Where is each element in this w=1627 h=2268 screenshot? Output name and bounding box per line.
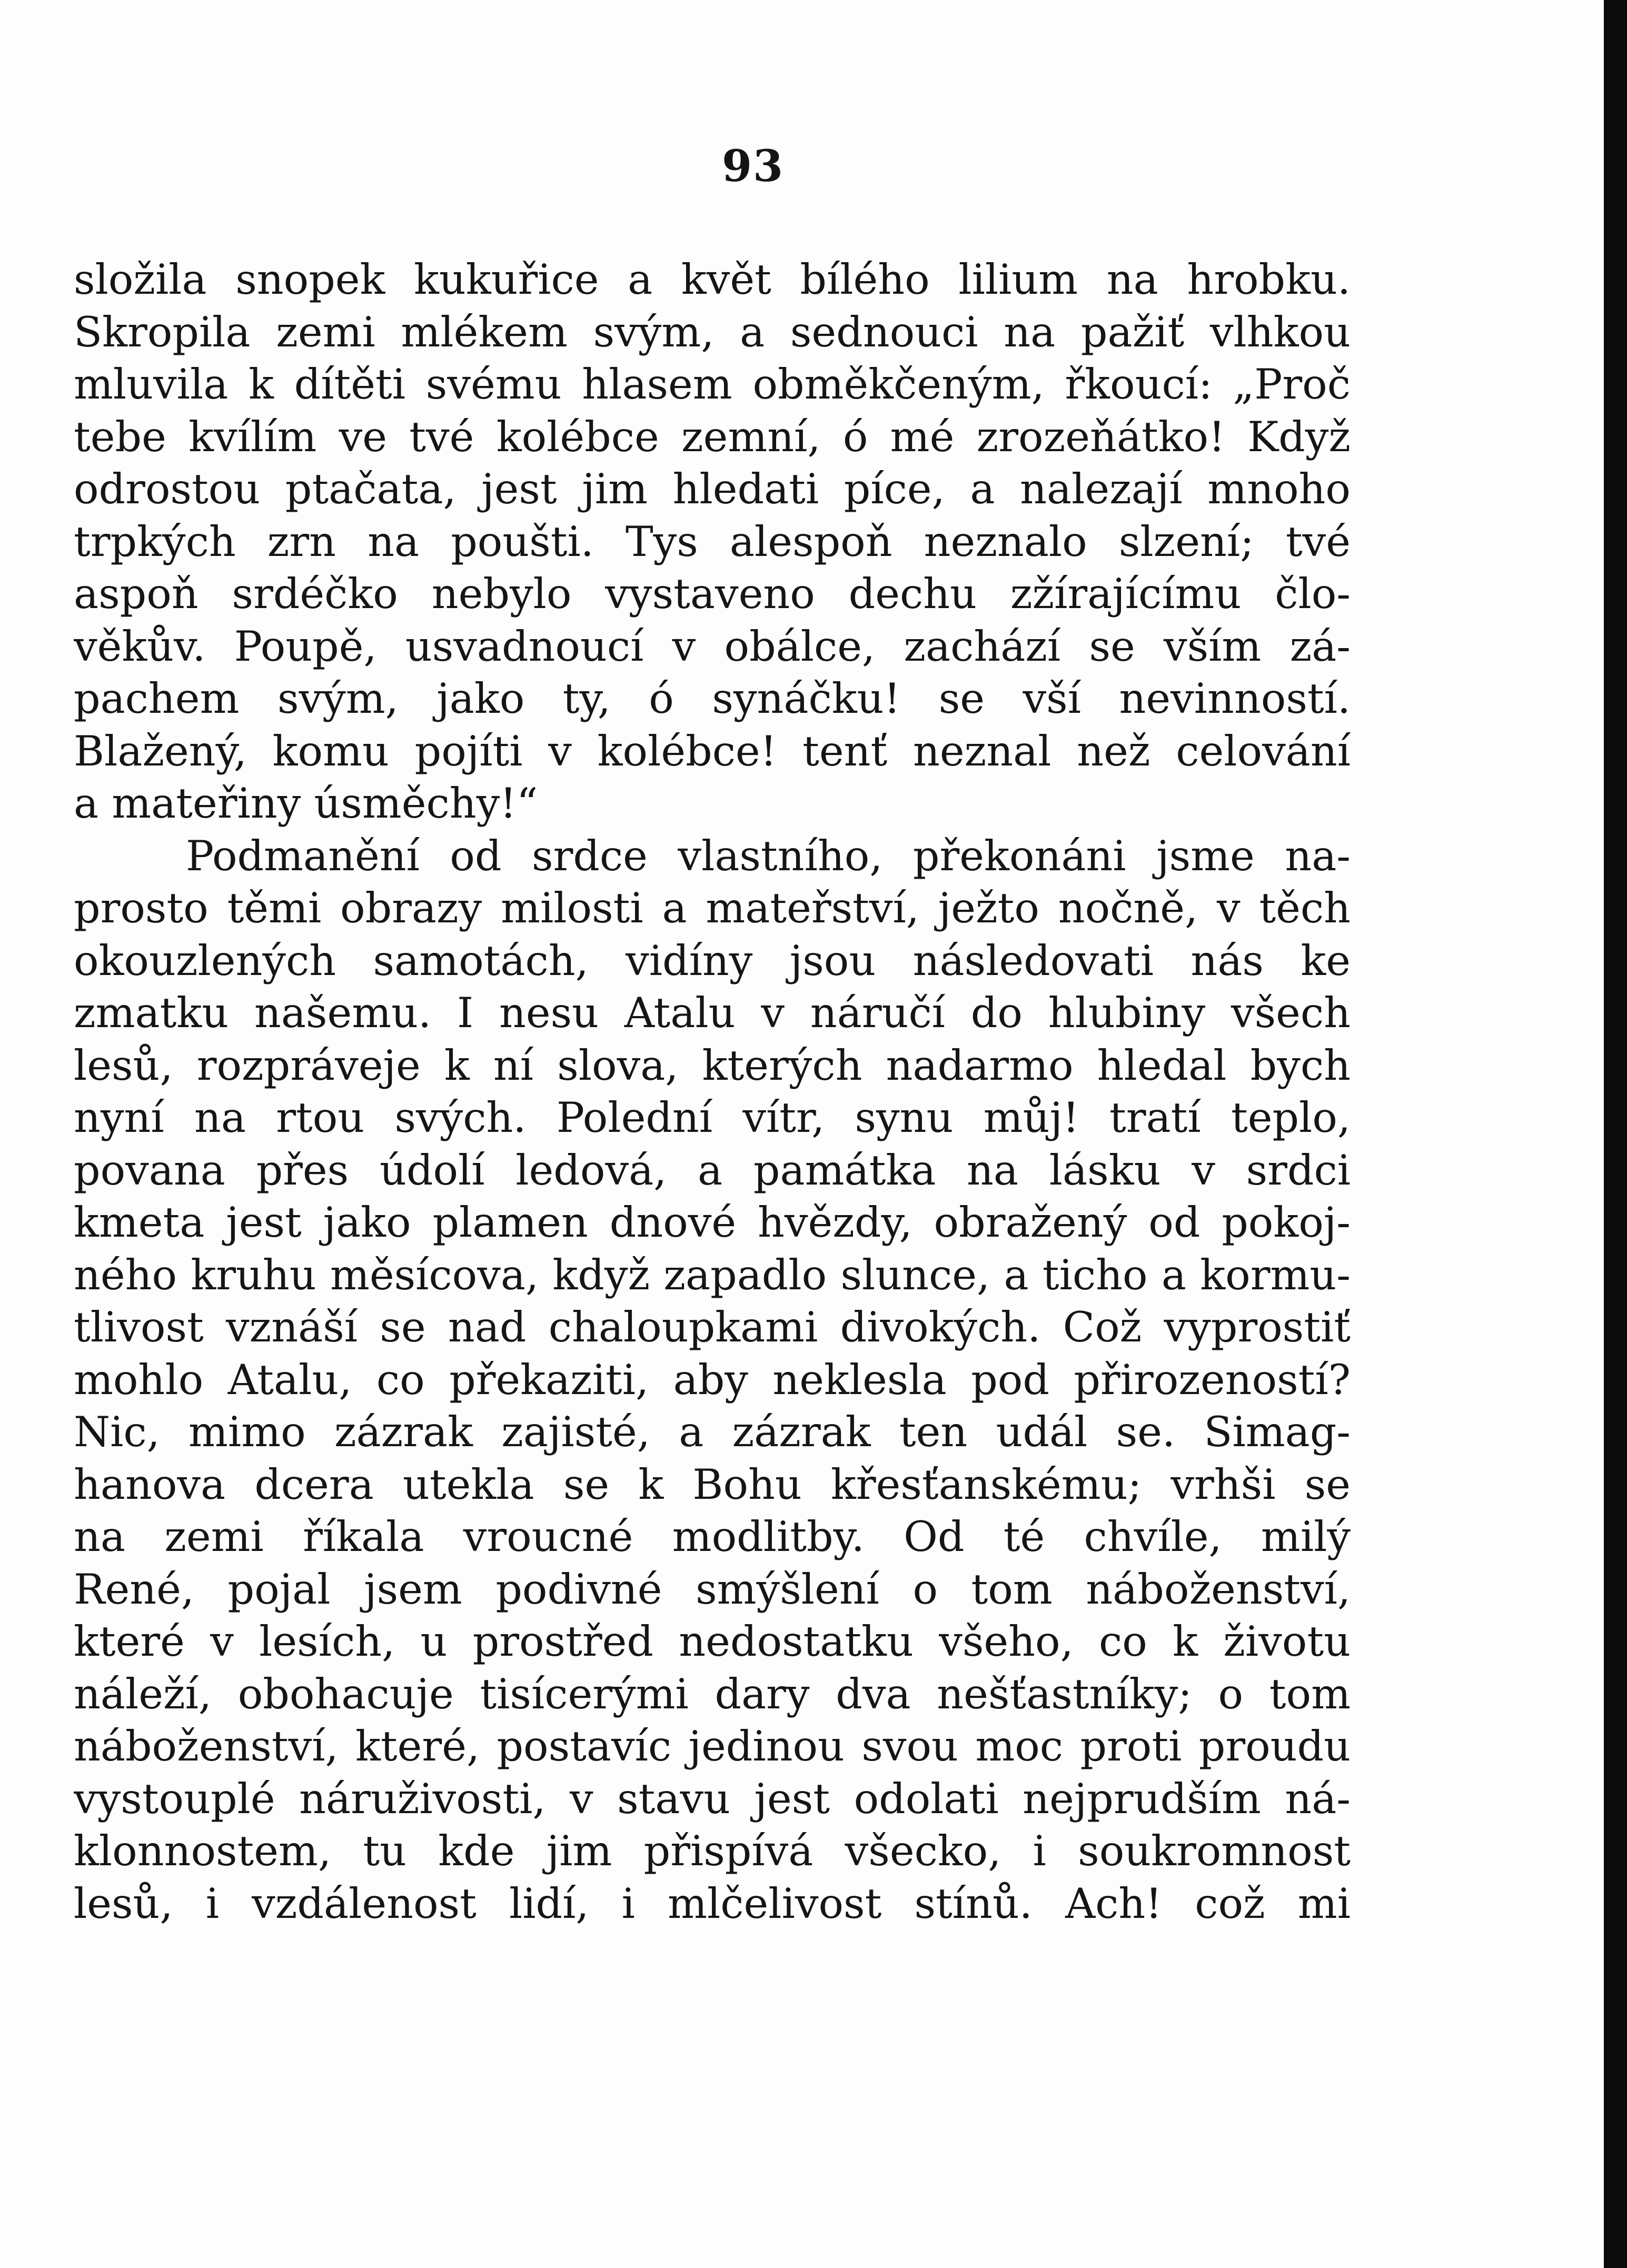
text-line: lesů, rozpráveje k ní slova, kterých nadarmo hledal bych bbox=[74, 1041, 1351, 1090]
text-line: náleží, obohacuje tisícerými dary dva nešťastníky; o tom bbox=[74, 1669, 1351, 1718]
text-line: Blažený, komu pojíti v kolébce! tenť neznal než celování bbox=[74, 727, 1351, 775]
text-line: kmeta jest jako plamen dnové hvězdy, obražený od pokoj- bbox=[74, 1198, 1351, 1247]
text-line: Podmanění od srdce vlastního, překonáni jsme na- bbox=[186, 831, 1351, 880]
text-line: mohlo Atalu, co překaziti, aby neklesla pod přirozeností? bbox=[74, 1355, 1351, 1404]
text-line: klonnostem, tu kde jim přispívá všecko, i soukromnost bbox=[74, 1827, 1351, 1875]
text-line: hanova dcera utekla se k Bohu křesťanskému; vrhši se bbox=[74, 1460, 1351, 1509]
text-line: prosto těmi obrazy milosti a mateřství, ježto nočně, v těch bbox=[74, 884, 1351, 932]
text-line: trpkých zrn na poušti. Tys alespoň neznalo slzení; tvé bbox=[74, 517, 1351, 566]
text-line: mluvila k dítěti svému hlasem obměkčeným, řkoucí: „Proč bbox=[74, 360, 1351, 409]
text-line: povana přes údolí ledová, a památka na lásku v srdci bbox=[74, 1146, 1351, 1195]
text-line: odrostou ptačata, jest jim hledati píce, a nalezají mnoho bbox=[74, 465, 1351, 513]
text-line: lesů, i vzdálenost lidí, i mlčelivost stínů. Ach! což mi bbox=[74, 1879, 1351, 1928]
text-line: Skropila zemi mlékem svým, a sednouci na pažiť vlhkou bbox=[74, 307, 1351, 356]
text-line: pachem svým, jako ty, ó synáčku! se vší nevinností. bbox=[74, 674, 1351, 723]
text-line: okouzlených samotách, vidíny jsou následovati nás ke bbox=[74, 936, 1351, 985]
text-line: zmatku našemu. I nesu Atalu v náručí do hlubiny všech bbox=[74, 989, 1351, 1037]
text-line: aspoň srdéčko nebylo vystaveno dechu zžírajícímu člo- bbox=[74, 570, 1351, 618]
page-number: 93 bbox=[721, 141, 785, 192]
text-line: věkův. Poupě, usvadnoucí v obálce, zachází se vším zá- bbox=[74, 622, 1351, 671]
text-line: na zemi říkala vroucné modlitby. Od té chvíle, milý bbox=[74, 1513, 1351, 1561]
text-line: vystouplé náruživosti, v stavu jest odolati nejprudším ná- bbox=[74, 1774, 1351, 1823]
text-line: tlivost vznáší se nad chaloupkami divokých. Což vyprostiť bbox=[74, 1303, 1351, 1351]
text-line: René, pojal jsem podivné smýšlení o tom náboženství, bbox=[74, 1565, 1351, 1614]
body-text bbox=[74, 254, 1351, 1930]
text-line: které v lesích, u prostřed nedostatku všeho, co k životu bbox=[74, 1617, 1351, 1666]
scan-edge bbox=[1604, 0, 1627, 2268]
text-line: složila snopek kukuřice a květ bílého lilium na hrobku. bbox=[74, 255, 1351, 304]
text-line: tebe kvílím ve tvé kolébce zemní, ó mé zrozeňátko! Když bbox=[74, 412, 1351, 461]
text-line: nyní na rtou svých. Polední vítr, synu můj! tratí teplo, bbox=[74, 1093, 1351, 1142]
text-line: Nic, mimo zázrak zajisté, a zázrak ten udál se. Simag- bbox=[74, 1408, 1351, 1456]
text-line: ného kruhu měsícova, když zapadlo slunce, a ticho a kormu- bbox=[74, 1250, 1351, 1299]
text-line: a mateřiny úsměchy!“ bbox=[74, 779, 538, 828]
text-line: náboženství, které, postavíc jedinou svou moc proti proudu bbox=[74, 1722, 1351, 1770]
